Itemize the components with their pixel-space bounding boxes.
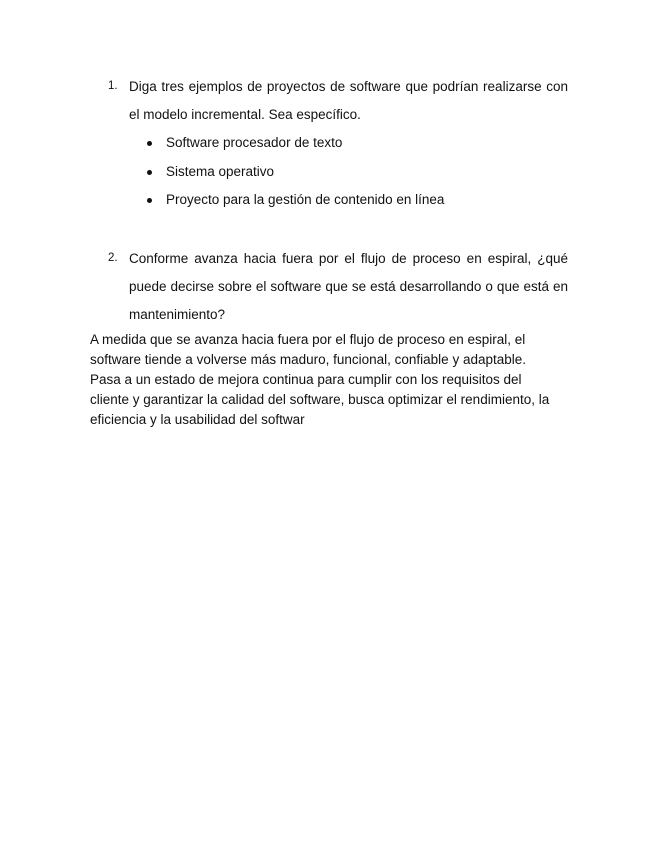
question-2-text: Conforme avanza hacia fuera por el flujo de proceso en espiral, ¿qué puede decirse sobre el software que se está desarrollando o que está en mantenimiento?: [129, 251, 568, 322]
list-item-text: Sistema operativo: [166, 163, 275, 179]
bullet-icon: [147, 198, 152, 203]
answer-line: A medida que se avanza hacia fuera por el flujo de proceso en espiral, el: [90, 332, 526, 347]
answer-line: Pasa a un estado de mejora continua para cumplir con los requisitos del: [90, 372, 522, 387]
list-item: [147, 129, 547, 158]
bullet-icon: [147, 170, 152, 175]
answer-paragraph: [90, 330, 560, 430]
question-2: [108, 245, 568, 329]
question-1-text: Diga tres ejemplos de proyectos de software que podrían realizarse con el modelo incremental. Sea específico.: [129, 79, 568, 122]
list-item: [147, 186, 547, 215]
answer-line: eficiencia y la usabilidad del softwar: [90, 412, 305, 427]
list-item: [147, 158, 547, 187]
list-item-text: Proyecto para la gestión de contenido en línea: [166, 192, 445, 207]
answer-line: software tiende a volverse más maduro, funcional, confiable y adaptable.: [90, 352, 527, 367]
list-item-text: Software procesador de texto: [166, 135, 343, 150]
question-1-number: 1.: [108, 80, 118, 92]
answer-line: cliente y garantizar la calidad del software, busca optimizar el rendimiento, la: [90, 392, 550, 407]
bullet-icon: [147, 141, 152, 146]
question-1: [108, 73, 568, 129]
examples-list: [147, 129, 547, 215]
question-2-number: 2.: [108, 252, 118, 264]
